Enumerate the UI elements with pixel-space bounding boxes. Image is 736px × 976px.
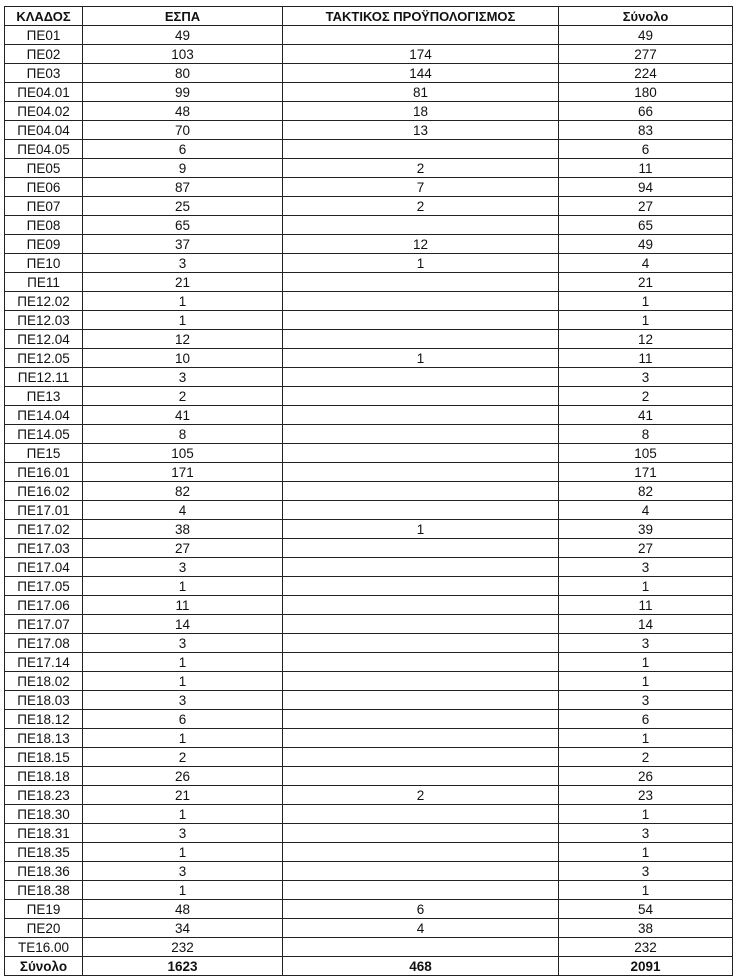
- cell-synolo: 21: [559, 273, 733, 292]
- table-row: [5, 26, 733, 45]
- cell-taktikos: [283, 425, 559, 444]
- cell-klados: ΠΕ16.01: [5, 463, 83, 482]
- cell-espa: 9: [83, 159, 283, 178]
- header-espa: ΕΣΠΑ: [83, 7, 283, 26]
- cell-synolo: 83: [559, 121, 733, 140]
- cell-espa: 3: [83, 634, 283, 653]
- cell-synolo: 54: [559, 900, 733, 919]
- cell-klados: ΠΕ17.07: [5, 615, 83, 634]
- cell-taktikos: [283, 843, 559, 862]
- cell-klados: ΠΕ12.02: [5, 292, 83, 311]
- cell-taktikos: 1: [283, 349, 559, 368]
- cell-klados: ΠΕ18.02: [5, 672, 83, 691]
- staff-allocation-table: [4, 6, 733, 976]
- table-row: [5, 539, 733, 558]
- cell-synolo: 1: [559, 577, 733, 596]
- table-row: [5, 805, 733, 824]
- cell-espa: 3: [83, 254, 283, 273]
- cell-klados: ΠΕ17.06: [5, 596, 83, 615]
- cell-klados: ΠΕ18.18: [5, 767, 83, 786]
- cell-klados: ΠΕ03: [5, 64, 83, 83]
- table-row: [5, 938, 733, 957]
- cell-klados: ΠΕ02: [5, 45, 83, 64]
- cell-espa: 1: [83, 881, 283, 900]
- cell-taktikos: [283, 615, 559, 634]
- cell-espa: 10: [83, 349, 283, 368]
- cell-taktikos: [283, 482, 559, 501]
- cell-taktikos: [283, 368, 559, 387]
- cell-synolo: 224: [559, 64, 733, 83]
- cell-espa: 6: [83, 140, 283, 159]
- cell-espa: 87: [83, 178, 283, 197]
- cell-synolo: 4: [559, 501, 733, 520]
- cell-taktikos: [283, 273, 559, 292]
- cell-klados: ΠΕ18.23: [5, 786, 83, 805]
- total-cell-taktikos: 468: [283, 957, 559, 976]
- cell-espa: 1: [83, 672, 283, 691]
- cell-espa: 26: [83, 767, 283, 786]
- cell-klados: ΠΕ04.04: [5, 121, 83, 140]
- cell-espa: 11: [83, 596, 283, 615]
- cell-espa: 3: [83, 558, 283, 577]
- table-row: [5, 824, 733, 843]
- cell-synolo: 49: [559, 235, 733, 254]
- cell-klados: ΠΕ14.04: [5, 406, 83, 425]
- cell-espa: 2: [83, 748, 283, 767]
- cell-espa: 1: [83, 843, 283, 862]
- table-row: [5, 45, 733, 64]
- cell-taktikos: [283, 653, 559, 672]
- cell-espa: 14: [83, 615, 283, 634]
- cell-taktikos: 1: [283, 520, 559, 539]
- cell-espa: 99: [83, 83, 283, 102]
- table-row: [5, 83, 733, 102]
- total-cell-klados: Σύνολο: [5, 957, 83, 976]
- table-row: [5, 368, 733, 387]
- table-body: [5, 26, 733, 976]
- cell-espa: 48: [83, 900, 283, 919]
- table-row: [5, 862, 733, 881]
- table-row: [5, 140, 733, 159]
- cell-taktikos: [283, 634, 559, 653]
- cell-synolo: 277: [559, 45, 733, 64]
- cell-espa: 34: [83, 919, 283, 938]
- cell-taktikos: 2: [283, 159, 559, 178]
- table-row: [5, 520, 733, 539]
- cell-synolo: 3: [559, 862, 733, 881]
- cell-synolo: 39: [559, 520, 733, 539]
- document-page: [4, 6, 732, 976]
- cell-taktikos: 4: [283, 919, 559, 938]
- cell-synolo: 1: [559, 843, 733, 862]
- cell-espa: 105: [83, 444, 283, 463]
- cell-klados: ΠΕ15: [5, 444, 83, 463]
- table-row: [5, 710, 733, 729]
- cell-synolo: 11: [559, 159, 733, 178]
- cell-klados: ΠΕ18.12: [5, 710, 83, 729]
- cell-klados: ΠΕ17.05: [5, 577, 83, 596]
- table-row: [5, 767, 733, 786]
- cell-espa: 232: [83, 938, 283, 957]
- cell-espa: 3: [83, 691, 283, 710]
- cell-espa: 171: [83, 463, 283, 482]
- cell-synolo: 1: [559, 805, 733, 824]
- cell-synolo: 6: [559, 710, 733, 729]
- header-synolo: Σύνολο: [559, 7, 733, 26]
- cell-synolo: 4: [559, 254, 733, 273]
- cell-taktikos: [283, 558, 559, 577]
- table-row: [5, 444, 733, 463]
- cell-taktikos: 2: [283, 197, 559, 216]
- table-row: [5, 178, 733, 197]
- cell-espa: 4: [83, 501, 283, 520]
- cell-taktikos: 7: [283, 178, 559, 197]
- table-row: [5, 691, 733, 710]
- cell-synolo: 1: [559, 729, 733, 748]
- cell-espa: 1: [83, 577, 283, 596]
- cell-klados: ΠΕ04.05: [5, 140, 83, 159]
- cell-synolo: 11: [559, 349, 733, 368]
- cell-klados: ΠΕ12.04: [5, 330, 83, 349]
- table-row: [5, 634, 733, 653]
- cell-synolo: 49: [559, 26, 733, 45]
- table-row: [5, 843, 733, 862]
- cell-synolo: 11: [559, 596, 733, 615]
- table-row: [5, 463, 733, 482]
- table-row: [5, 596, 733, 615]
- header-taktikos: ΤΑΚΤΙΚΟΣ ΠΡΟΫΠΟΛΟΓΙΣΜΟΣ: [283, 7, 559, 26]
- cell-taktikos: [283, 729, 559, 748]
- cell-taktikos: [283, 501, 559, 520]
- cell-synolo: 3: [559, 634, 733, 653]
- cell-synolo: 3: [559, 558, 733, 577]
- cell-klados: ΠΕ18.03: [5, 691, 83, 710]
- cell-taktikos: 12: [283, 235, 559, 254]
- cell-taktikos: 1: [283, 254, 559, 273]
- cell-taktikos: [283, 292, 559, 311]
- cell-synolo: 2: [559, 748, 733, 767]
- cell-synolo: 180: [559, 83, 733, 102]
- cell-espa: 3: [83, 824, 283, 843]
- cell-synolo: 3: [559, 824, 733, 843]
- cell-synolo: 1: [559, 292, 733, 311]
- cell-espa: 41: [83, 406, 283, 425]
- cell-klados: ΠΕ14.05: [5, 425, 83, 444]
- table-row: [5, 273, 733, 292]
- cell-synolo: 38: [559, 919, 733, 938]
- cell-klados: ΠΕ01: [5, 26, 83, 45]
- cell-synolo: 65: [559, 216, 733, 235]
- cell-taktikos: [283, 824, 559, 843]
- table-row: [5, 216, 733, 235]
- cell-klados: ΠΕ18.35: [5, 843, 83, 862]
- table-row: [5, 235, 733, 254]
- cell-klados: ΠΕ08: [5, 216, 83, 235]
- table-row: [5, 482, 733, 501]
- total-cell-synolo: 2091: [559, 957, 733, 976]
- table-row: [5, 387, 733, 406]
- cell-espa: 1: [83, 805, 283, 824]
- cell-espa: 27: [83, 539, 283, 558]
- cell-klados: ΠΕ12.03: [5, 311, 83, 330]
- cell-klados: ΠΕ18.31: [5, 824, 83, 843]
- cell-klados: ΠΕ05: [5, 159, 83, 178]
- table-row: [5, 330, 733, 349]
- cell-klados: ΠΕ18.13: [5, 729, 83, 748]
- cell-synolo: 12: [559, 330, 733, 349]
- cell-synolo: 14: [559, 615, 733, 634]
- cell-espa: 25: [83, 197, 283, 216]
- cell-taktikos: [283, 140, 559, 159]
- cell-synolo: 3: [559, 368, 733, 387]
- cell-espa: 38: [83, 520, 283, 539]
- table-row: [5, 786, 733, 805]
- cell-klados: ΠΕ18.36: [5, 862, 83, 881]
- cell-klados: ΠΕ17.14: [5, 653, 83, 672]
- cell-synolo: 1: [559, 653, 733, 672]
- cell-taktikos: [283, 444, 559, 463]
- cell-klados: ΠΕ17.03: [5, 539, 83, 558]
- cell-taktikos: [283, 691, 559, 710]
- table-row: [5, 197, 733, 216]
- cell-taktikos: [283, 805, 559, 824]
- cell-klados: ΠΕ06: [5, 178, 83, 197]
- table-row: [5, 881, 733, 900]
- table-row: [5, 292, 733, 311]
- total-cell-espa: 1623: [83, 957, 283, 976]
- cell-espa: 1: [83, 653, 283, 672]
- cell-klados: ΠΕ17.01: [5, 501, 83, 520]
- cell-espa: 49: [83, 26, 283, 45]
- cell-espa: 80: [83, 64, 283, 83]
- cell-klados: ΠΕ12.05: [5, 349, 83, 368]
- cell-synolo: 6: [559, 140, 733, 159]
- cell-espa: 1: [83, 292, 283, 311]
- table-row: [5, 558, 733, 577]
- cell-taktikos: 144: [283, 64, 559, 83]
- cell-taktikos: [283, 26, 559, 45]
- cell-synolo: 171: [559, 463, 733, 482]
- cell-espa: 3: [83, 862, 283, 881]
- cell-synolo: 105: [559, 444, 733, 463]
- cell-espa: 48: [83, 102, 283, 121]
- table-row: [5, 653, 733, 672]
- cell-espa: 6: [83, 710, 283, 729]
- table-row: [5, 121, 733, 140]
- cell-taktikos: [283, 406, 559, 425]
- cell-synolo: 1: [559, 881, 733, 900]
- cell-espa: 82: [83, 482, 283, 501]
- cell-synolo: 66: [559, 102, 733, 121]
- cell-taktikos: 174: [283, 45, 559, 64]
- cell-taktikos: 81: [283, 83, 559, 102]
- cell-taktikos: [283, 596, 559, 615]
- cell-taktikos: 2: [283, 786, 559, 805]
- table-row: [5, 349, 733, 368]
- cell-espa: 21: [83, 273, 283, 292]
- cell-klados: ΠΕ18.38: [5, 881, 83, 900]
- cell-espa: 21: [83, 786, 283, 805]
- cell-espa: 8: [83, 425, 283, 444]
- table-row: [5, 748, 733, 767]
- header-klados: ΚΛΑΔΟΣ: [5, 7, 83, 26]
- cell-taktikos: 13: [283, 121, 559, 140]
- cell-taktikos: [283, 539, 559, 558]
- cell-klados: ΠΕ17.08: [5, 634, 83, 653]
- cell-klados: ΠΕ18.15: [5, 748, 83, 767]
- cell-synolo: 1: [559, 672, 733, 691]
- cell-synolo: 41: [559, 406, 733, 425]
- cell-espa: 3: [83, 368, 283, 387]
- cell-klados: ΠΕ17.02: [5, 520, 83, 539]
- table-row: [5, 615, 733, 634]
- cell-synolo: 27: [559, 197, 733, 216]
- cell-klados: ΠΕ11: [5, 273, 83, 292]
- cell-taktikos: [283, 311, 559, 330]
- cell-klados: ΠΕ19: [5, 900, 83, 919]
- cell-synolo: 26: [559, 767, 733, 786]
- cell-synolo: 23: [559, 786, 733, 805]
- cell-espa: 1: [83, 729, 283, 748]
- cell-klados: ΠΕ12.11: [5, 368, 83, 387]
- cell-taktikos: [283, 710, 559, 729]
- cell-klados: ΤΕ16.00: [5, 938, 83, 957]
- cell-synolo: 94: [559, 178, 733, 197]
- cell-synolo: 1: [559, 311, 733, 330]
- cell-klados: ΠΕ13: [5, 387, 83, 406]
- table-row: [5, 406, 733, 425]
- cell-klados: ΠΕ17.04: [5, 558, 83, 577]
- table-row: [5, 64, 733, 83]
- cell-synolo: 27: [559, 539, 733, 558]
- cell-klados: ΠΕ10: [5, 254, 83, 273]
- cell-taktikos: [283, 672, 559, 691]
- cell-klados: ΠΕ20: [5, 919, 83, 938]
- table-row: [5, 311, 733, 330]
- cell-klados: ΠΕ07: [5, 197, 83, 216]
- cell-espa: 12: [83, 330, 283, 349]
- table-row: [5, 102, 733, 121]
- cell-taktikos: [283, 330, 559, 349]
- table-row: [5, 729, 733, 748]
- table-row: [5, 672, 733, 691]
- cell-klados: ΠΕ09: [5, 235, 83, 254]
- cell-klados: ΠΕ18.30: [5, 805, 83, 824]
- cell-taktikos: [283, 748, 559, 767]
- cell-taktikos: [283, 387, 559, 406]
- table-row: [5, 577, 733, 596]
- cell-espa: 37: [83, 235, 283, 254]
- cell-synolo: 3: [559, 691, 733, 710]
- table-row: [5, 254, 733, 273]
- cell-espa: 1: [83, 311, 283, 330]
- cell-klados: ΠΕ04.01: [5, 83, 83, 102]
- cell-espa: 65: [83, 216, 283, 235]
- cell-klados: ΠΕ04.02: [5, 102, 83, 121]
- cell-taktikos: [283, 862, 559, 881]
- cell-taktikos: [283, 463, 559, 482]
- cell-taktikos: [283, 767, 559, 786]
- table-row: [5, 919, 733, 938]
- table-header-row: [5, 7, 733, 26]
- cell-synolo: 82: [559, 482, 733, 501]
- cell-taktikos: 6: [283, 900, 559, 919]
- table-row: [5, 900, 733, 919]
- cell-taktikos: [283, 938, 559, 957]
- cell-synolo: 2: [559, 387, 733, 406]
- cell-espa: 103: [83, 45, 283, 64]
- cell-taktikos: [283, 881, 559, 900]
- table-total-row: [5, 957, 733, 976]
- cell-espa: 70: [83, 121, 283, 140]
- cell-taktikos: 18: [283, 102, 559, 121]
- cell-taktikos: [283, 216, 559, 235]
- cell-espa: 2: [83, 387, 283, 406]
- cell-taktikos: [283, 577, 559, 596]
- table-row: [5, 159, 733, 178]
- cell-klados: ΠΕ16.02: [5, 482, 83, 501]
- cell-synolo: 232: [559, 938, 733, 957]
- cell-synolo: 8: [559, 425, 733, 444]
- table-row: [5, 501, 733, 520]
- table-row: [5, 425, 733, 444]
